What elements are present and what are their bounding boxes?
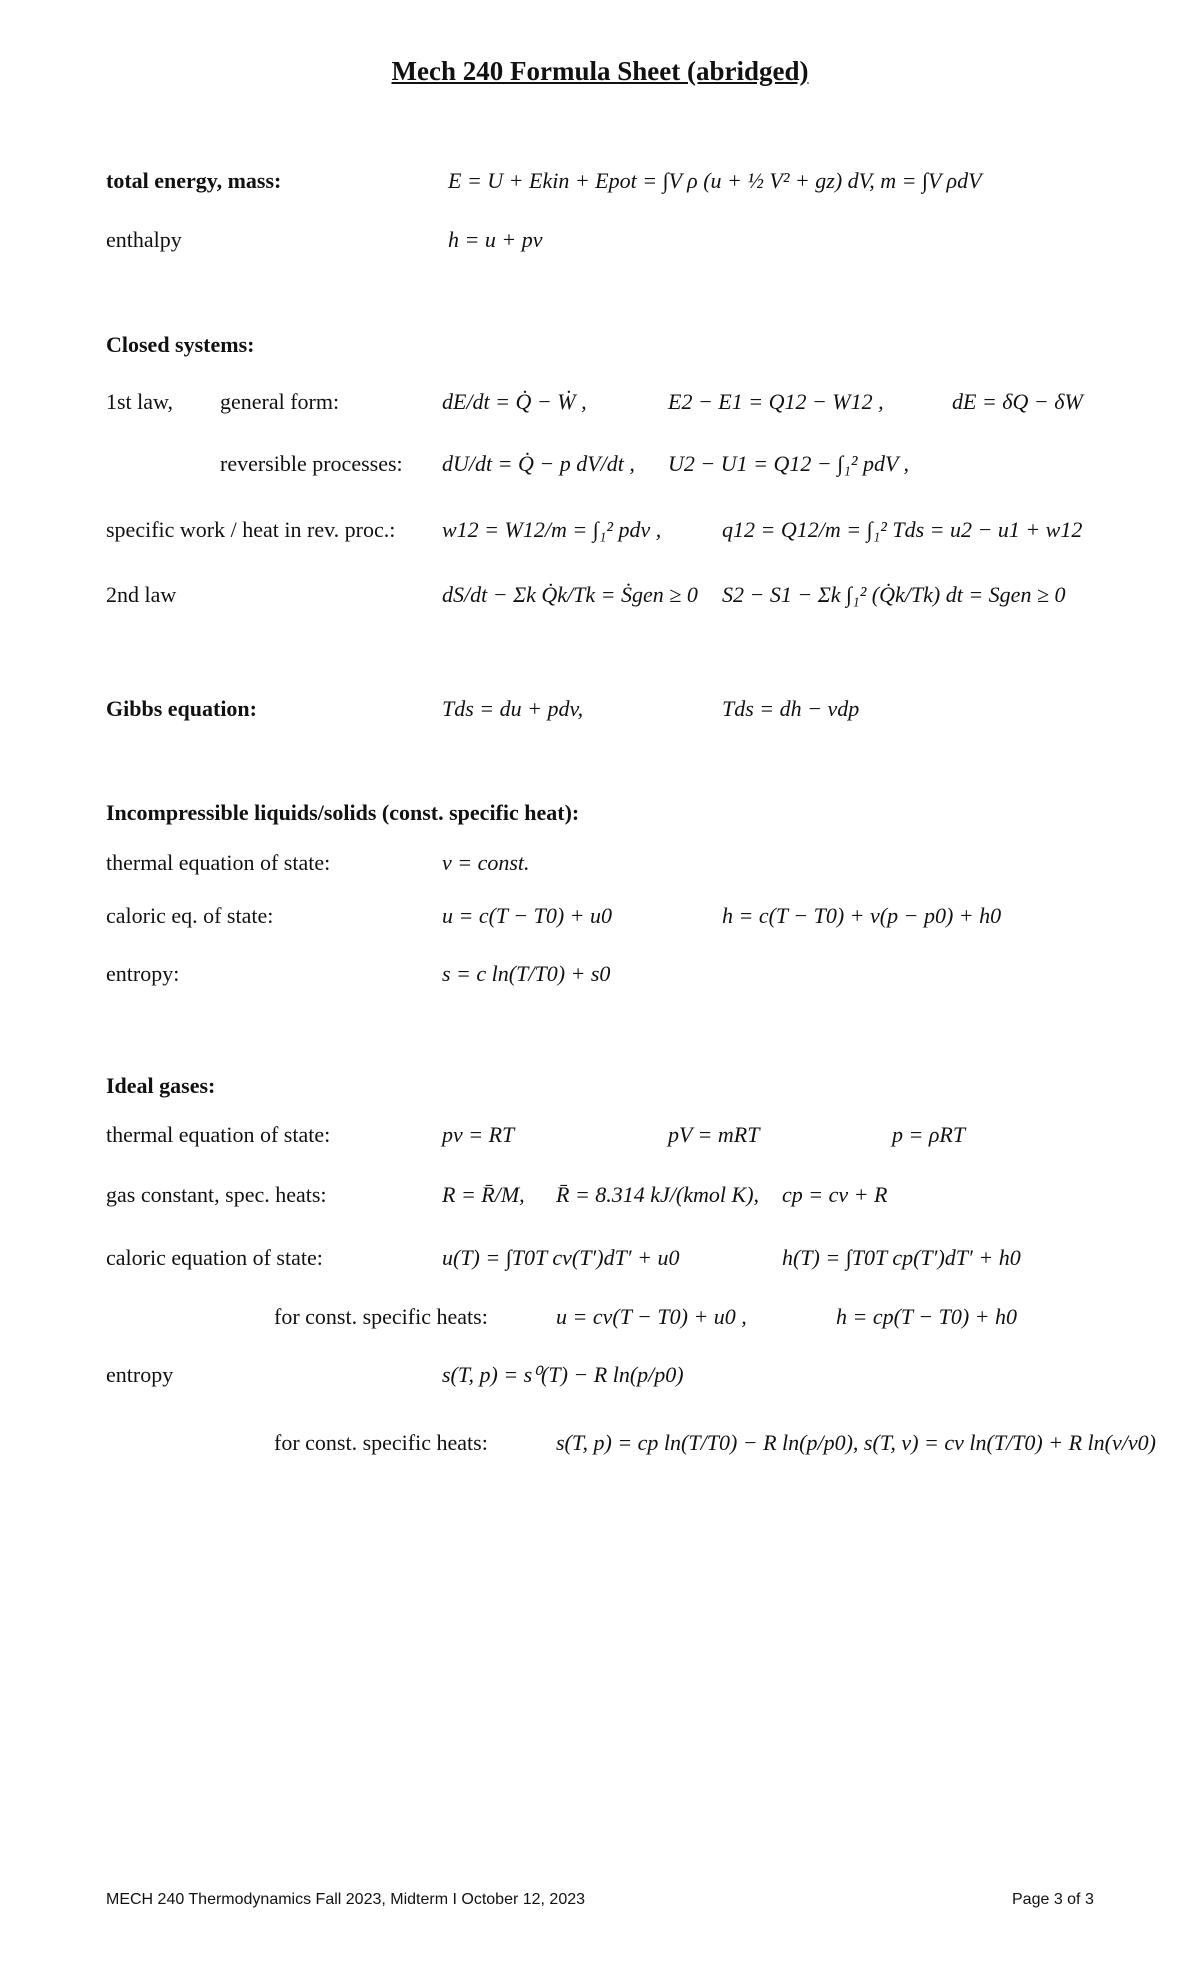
ideal-entropy-eq: s(T, p) = s⁰(T) − R ln(p/p0)	[442, 1362, 684, 1387]
specific-work-row	[0, 517, 1200, 561]
ideal-thermal-eq-rho: p = ρRT	[892, 1122, 966, 1147]
incompressible-caloric-eq-h: h = c(T − T0) + v(p − p0) + h0	[722, 903, 1002, 928]
ideal-thermal-row	[0, 1122, 1200, 1166]
incompressible-thermal-row	[0, 850, 1200, 894]
ideal-entropy-label: entropy	[106, 1362, 174, 1387]
ideal-caloric-eq-u: u(T) = ∫T0T cv(T′)dT′ + u0	[442, 1245, 680, 1270]
second-law-eq-rate: dS/dt − Σk Q̇k/Tk = Ṡgen ≥ 0	[442, 582, 698, 607]
const-heats-eq-u: u = cv(T − T0) + u0 ,	[556, 1304, 747, 1329]
ideal-caloric-label: caloric equation of state:	[106, 1245, 323, 1270]
ideal-thermal-label: thermal equation of state:	[106, 1122, 331, 1147]
energy-row	[0, 168, 1200, 212]
const-heats-row-1	[0, 1304, 1200, 1348]
incompressible-thermal-label: thermal equation of state:	[106, 850, 331, 875]
gas-constant-eq-Rbar: R̄ = 8.314 kJ/(kmol K),	[556, 1182, 760, 1207]
enthalpy-label: enthalpy	[106, 227, 182, 252]
first-law-eq-integral: E2 − E1 = Q12 − W12 ,	[668, 389, 884, 414]
reversible-eq-integral: U2 − U1 = Q12 − ∫₁² pdV ,	[668, 451, 910, 476]
energy-label: total energy, mass:	[106, 168, 282, 193]
first-law-eq-differential: dE = δQ − δW	[952, 389, 1083, 414]
const-heats-eq-h: h = cp(T − T0) + h0	[836, 1304, 1018, 1329]
specific-heat-eq: q12 = Q12/m = ∫₁² Tds = u2 − u1 + w12	[722, 517, 1083, 542]
specific-heats-eq: cp = cv + R	[782, 1182, 888, 1207]
enthalpy-equation: h = u + pv	[448, 227, 543, 252]
closed-systems-heading: Closed systems:	[106, 332, 255, 357]
second-law-label: 2nd law	[106, 582, 177, 607]
const-heats-label-2: for const. specific heats:	[274, 1430, 488, 1455]
gas-constant-eq-R: R = R̄/M,	[442, 1182, 525, 1207]
gas-constant-label: gas constant, spec. heats:	[106, 1182, 327, 1207]
incompressible-heading-row	[0, 800, 1200, 844]
gibbs-row	[0, 696, 1200, 740]
const-heats-row-2	[0, 1430, 1200, 1474]
footer-course-info: MECH 240 Thermodynamics Fall 2023, Midterm I October 12, 2023	[106, 1891, 586, 1908]
gibbs-heading: Gibbs equation:	[106, 696, 257, 721]
ideal-caloric-row	[0, 1245, 1200, 1289]
specific-work-eq: w12 = W12/m = ∫₁² pdv ,	[442, 517, 662, 542]
incompressible-thermal-eq: v = const.	[442, 850, 530, 875]
incompressible-caloric-eq-u: u = c(T − T0) + u0	[442, 903, 613, 928]
gibbs-eq-du: Tds = du + pdv,	[442, 696, 584, 721]
ideal-caloric-eq-h: h(T) = ∫T0T cp(T′)dT′ + h0	[782, 1245, 1021, 1270]
ideal-gases-heading-row	[0, 1073, 1200, 1117]
gibbs-eq-dh: Tds = dh − vdp	[722, 696, 860, 721]
ideal-thermal-eq-pV: pV = mRT	[668, 1122, 760, 1147]
reversible-eq-rate: dU/dt = Q̇ − p dV/dt ,	[442, 451, 635, 476]
incompressible-entropy-label: entropy:	[106, 961, 180, 986]
ideal-thermal-eq-pv: pv = RT	[442, 1122, 515, 1147]
general-form-label: general form:	[220, 389, 340, 414]
footer-page-number: Page 3 of 3	[1012, 1891, 1094, 1908]
second-law-eq-integral: S2 − S1 − Σk ∫₁² (Q̇k/Tk) dt = Sgen ≥ 0	[722, 582, 1066, 607]
const-heats-entropy-eq: s(T, p) = cp ln(T/T0) − R ln(p/p0), s(T, v) = cv ln(T/T0) + R ln(v/v0)	[556, 1430, 1156, 1455]
energy-equation: E = U + Ekin + Epot = ∫V ρ (u + ½ V² + gz) dV, m = ∫V ρdV	[448, 168, 982, 193]
const-heats-label-1: for const. specific heats:	[274, 1304, 488, 1329]
reversible-row	[0, 451, 1200, 495]
incompressible-entropy-row	[0, 961, 1200, 1005]
enthalpy-row	[0, 227, 1200, 271]
second-law-row	[0, 582, 1200, 626]
first-law-label: 1st law,	[106, 389, 174, 414]
specific-work-label: specific work / heat in rev. proc.:	[106, 517, 396, 542]
reversible-label: reversible processes:	[220, 451, 403, 476]
incompressible-entropy-eq: s = c ln(T/T0) + s0	[442, 961, 611, 986]
incompressible-caloric-row	[0, 903, 1200, 947]
first-law-eq-rate: dE/dt = Q̇ − Ẇ ,	[442, 389, 587, 414]
gas-constant-row	[0, 1182, 1200, 1226]
ideal-gases-heading: Ideal gases:	[106, 1073, 216, 1098]
incompressible-caloric-label: caloric eq. of state:	[106, 903, 274, 928]
first-law-row	[0, 389, 1200, 433]
page-title: Mech 240 Formula Sheet (abridged)	[391, 56, 809, 86]
ideal-entropy-row	[0, 1362, 1200, 1406]
incompressible-heading: Incompressible liquids/solids (const. specific heat):	[106, 800, 580, 825]
closed-systems-heading-row	[0, 332, 1200, 376]
